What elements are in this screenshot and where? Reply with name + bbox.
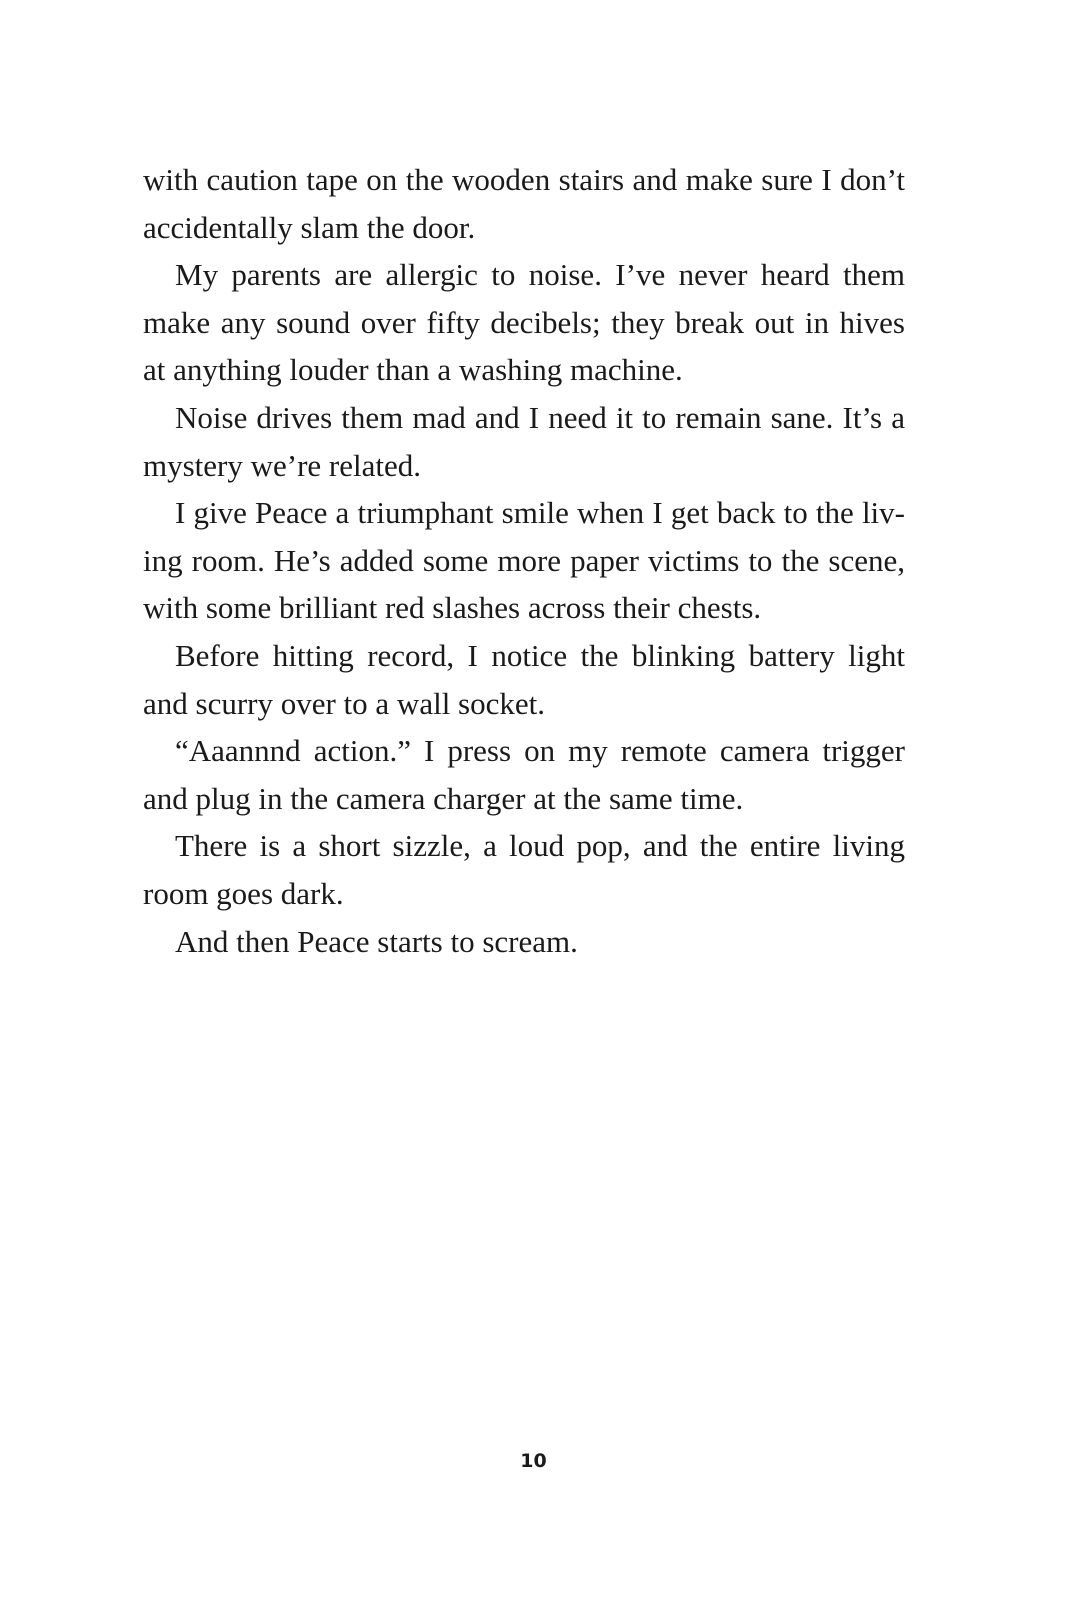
text-line: and scurry over to a wall socket. (143, 685, 546, 721)
paragraph-6 (143, 727, 905, 822)
page-number: 10 (520, 1450, 547, 1472)
text-line: ing room. He’s added some more paper victims to the scene, (143, 542, 905, 578)
paragraph-1 (143, 156, 905, 251)
paragraph-5 (143, 632, 905, 727)
text-line: make any sound over fifty decibels; they break out in hives (143, 304, 905, 340)
paragraph-2 (143, 251, 905, 394)
text-line: Noise drives them mad and I need it to remain sane. It’s a (175, 399, 905, 435)
text-line: Before hitting record, I notice the blinking battery light (175, 637, 905, 673)
text-line: and plug in the camera charger at the same time. (143, 780, 744, 816)
text-line: My parents are allergic to noise. I’ve never heard them (175, 257, 905, 293)
text-line: at anything louder than a washing machine. (143, 352, 683, 388)
text-line: room goes dark. (143, 875, 344, 911)
text-line: There is a short sizzle, a loud pop, and the entire living (175, 828, 905, 864)
text-line: I give Peace a triumphant smile when I get back to the liv- (175, 495, 905, 531)
text-line: mystery we’re related. (143, 447, 422, 483)
text-line: with some brilliant red slashes across their chests. (143, 590, 762, 626)
text-line: “Aaannnd action.” I press on my remote camera trigger (175, 733, 905, 769)
text-line: And then Peace starts to scream. (175, 923, 578, 959)
paragraph-8 (143, 918, 905, 966)
paragraph-3 (143, 394, 905, 489)
paragraph-4 (143, 489, 905, 632)
text-line: with caution tape on the wooden stairs and make sure I don’t (143, 162, 905, 197)
body-text (143, 156, 905, 965)
paragraph-7 (143, 822, 905, 917)
text-line: accidentally slam the door. (143, 209, 476, 245)
